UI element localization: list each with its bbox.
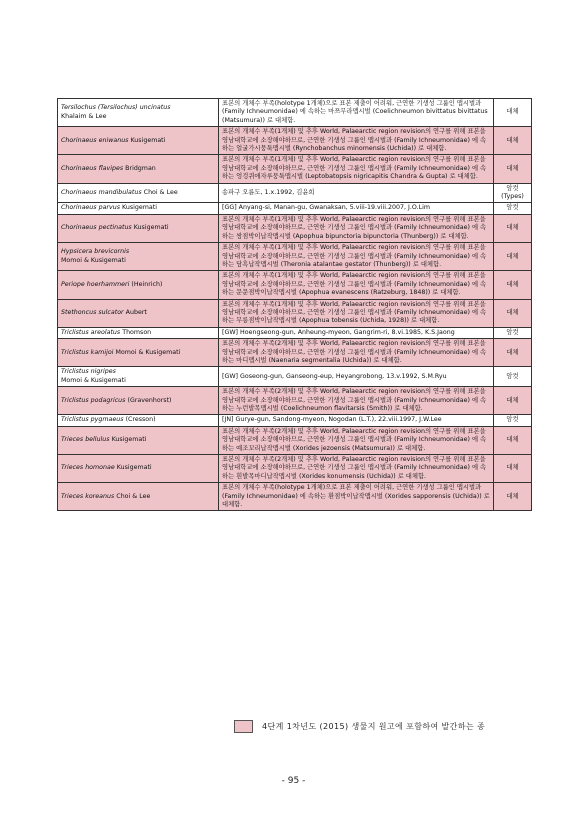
description-cell: [JN] Gurye-gun, Sandong-myeon, Nogodan (L.T.), 22.viii.1997, J.W.Lee [219, 415, 494, 426]
species-cell [58, 387, 219, 415]
description-cell: 표본의 개체수 부족(1개체) 및 추후 World, Palaearctic region revision의 연구를 위해 표본을 영남대학교에 소장해야하므로, 근연한 기생성 그룹인 맵시벌과 (Family Ichneumonidae) 에 속하는 쌍점박이납작맵시벌 (Apophua bipunctoria bipunctoria (Thunberg)) 로 대체함. [219, 214, 494, 242]
species-cell [58, 299, 219, 327]
remark-cell: 암컷 [494, 327, 532, 338]
remark-cell: 대체 [494, 339, 532, 367]
species-author: Kusigemati [122, 204, 157, 212]
legend [234, 719, 485, 734]
species-cell [58, 455, 219, 483]
species-name: Triclistus kamijoi [61, 348, 114, 356]
legend-text: 4단계 1차년도 (2015) 생물지 원고에 포함하여 발간하는 종 [262, 722, 486, 731]
table-row [58, 327, 532, 338]
species-author: Momoi & Kusigemati [61, 376, 126, 384]
description-cell: [GW] Goseong-gun, Ganseong-eup, Heyangrobong, 13.v.1992, S.M.Ryu [219, 367, 494, 387]
table-row [58, 415, 532, 426]
table-row [58, 483, 532, 511]
remark-cell: 대체 [494, 243, 532, 271]
species-author: Aubert [125, 308, 147, 316]
description-cell: 표본의 개체수 부족(holotype 1개체)으로 표본 제출이 어려워, 근연한 기생성 그룹인 맵시벌과 (Family Ichneumonidae) 에 속하는 환점박이납작맵시벌 (Xorides sapporensis (Uchida)) 로 대체함. [219, 483, 494, 511]
remark-cell: 대체 [494, 455, 532, 483]
species-cell [58, 271, 219, 299]
species-author: Choi & Lee [116, 492, 151, 500]
description-cell: 표본의 개체수 부족(1개체) 및 추후 World, Palaearctic region revision의 연구를 위해 표본을 영남대학교에 소장해야하므로, 근연한 기생성 그룹인 맵시벌과 (Family Ichneumonidae) 에 속하는 엉겅퀴애자루뭉툭맵시벌 (Leptobatopsis nigricapitis Chandra & Gupta) 로 대체함. [219, 155, 494, 183]
species-name: Chorinaeus parvus [61, 204, 121, 212]
remark-cell: 암컷 [494, 415, 532, 426]
species-author: Kusigemati [130, 136, 166, 144]
description-cell: 표본의 개체수 부족(2개체) 및 추후 World, Palaearctic region revision의 연구를 위해 표본을 영남대학교에 소장해야하므로, 근연한 기생성 그룹인 맵시벌과 (Family Ichneumonidae) 에 속하는 누런발목맵시벌 (Coelichneumon flavitarsis (Smith)) 로 대체함. [219, 387, 494, 415]
table-row [58, 299, 532, 327]
table-row [58, 339, 532, 367]
table-row [58, 155, 532, 183]
remark-cell: 대체 [494, 271, 532, 299]
species-author: (Heinrich) [131, 280, 163, 288]
species-name: Periope hoerhammeri [61, 280, 130, 288]
species-author: Choi & Lee [143, 188, 178, 196]
table-row [58, 127, 532, 155]
remark-cell: 암컷 [494, 367, 532, 387]
description-cell: 표본의 개체수 부족(1개체) 및 추후 World, Palaearctic region revision의 연구를 위해 표본을 영남대학교에 소장해야하므로, 근연한 기생성 그룹인 맵시벌과 (Family Ichneumonidae) 에 속하는 얼굴가시뭉툭맵시벌 (Rynchobanchus minomensis (Uchida)) 로 대체함. [219, 127, 494, 155]
species-name: Triclistus pygmaeus [61, 416, 124, 424]
species-name: Chorinaeus pectinatus [61, 224, 132, 232]
description-cell: [GW] Hoengseong-gun, Anheung-myeon, Gangrim-ri, 8.vi.1985, K.S.Jaong [219, 327, 494, 338]
species-name: Trieces bellulus [61, 436, 110, 444]
species-cell [58, 243, 219, 271]
remark-cell: 대체 [494, 387, 532, 415]
species-name: Trieces homonae [61, 464, 115, 472]
species-cell [58, 203, 219, 214]
species-author: Kusigemati [111, 436, 147, 444]
table-row [58, 183, 532, 203]
description-cell: 표본의 개체수 부족(holotype 1개체)으로 표본 제출이 어려워, 근연한 기생성 그룹인 맵시벌과 (Family Ichneumonidae) 에 속하는 마쯔무라맵시벌 (Coelichneumon bivittatus bivittatus (Matsumura)) 로 대체함. [219, 99, 494, 127]
table-row [58, 203, 532, 214]
species-cell [58, 99, 219, 127]
species-name: Hypsicera brevicornis [61, 248, 130, 256]
remark-cell: 대체 [494, 127, 532, 155]
description-cell: [GG] Anyang-si, Manan-gu, Gwanaksan, 5.viii-19.viii.2007, J.O.Lim [219, 203, 494, 214]
remark-cell: 대체 [494, 483, 532, 511]
table-row [58, 455, 532, 483]
description-cell: 표본의 개체수 부족(1개체) 및 추후 World, Palaearctic region revision의 연구를 위해 표본을 영남대학교에 소장해야하므로, 근연한 기생성 그룹인 맵시벌과 (Family Ichneumonidae) 에 속하는 문문점박이납작맵시벌 (Apophua evanescens (Ratzeburg, 1848)) 로 대체함. [219, 271, 494, 299]
legend-swatch [234, 720, 253, 733]
remark-cell: 대체 [494, 155, 532, 183]
species-cell [58, 155, 219, 183]
specimen-table-body [58, 99, 532, 511]
species-cell [58, 327, 219, 338]
table-row [58, 271, 532, 299]
remark-cell: 대체 [494, 299, 532, 327]
table-row [58, 426, 532, 454]
species-name: Triclistus podagricus [61, 396, 126, 404]
remark-cell: 대체 [494, 99, 532, 127]
species-author: (Cresson) [125, 416, 156, 424]
species-cell [58, 183, 219, 203]
remark-cell: 대체 [494, 426, 532, 454]
species-cell [58, 127, 219, 155]
species-name: Chorinaeus eniwanus [61, 136, 129, 144]
table-row [58, 243, 532, 271]
description-cell: 표본의 개체수 부족(2개체) 및 추후 World, Palaearctic region revision의 연구를 위해 표본을 영남대학교에 소장해야하므로, 근연한 기생성 그룹인 맵시벌과 (Family Ichneumonidae) 에 속하는 흰발목마디납작맵시벌 (Xorides konumensis (Uchida)) 로 대체함. [219, 455, 494, 483]
species-author: Kusigemati [133, 224, 169, 232]
species-cell [58, 415, 219, 426]
species-name: Tersilochus (Tersilochus) uncinatus [61, 104, 171, 112]
species-name: Chorinaeus flavipes [61, 164, 124, 172]
species-cell [58, 214, 219, 242]
description-cell: 표본의 개체수 부족(1개체) 및 추후 World, Palaearctic region revision의 연구를 위해 표본을 영남대학교에 소장해야하므로, 근연한 기생성 그룹인 맵시벌과 (Family Ichneumonidae) 에 속하는 담흑납작맵시벌 (Theronia atalantae gestator (Thunberg)) 로 대체함. [219, 243, 494, 271]
species-author: (Gravenhorst) [127, 396, 172, 404]
species-cell [58, 339, 219, 367]
remark-cell: 암컷 [494, 203, 532, 214]
page-number: - 95 - [281, 776, 306, 786]
species-author: Thomson [122, 328, 152, 336]
species-cell [58, 483, 219, 511]
species-name: Triclistus areolatus [61, 328, 121, 336]
specimen-table [57, 98, 532, 511]
remark-cell: 암컷 (Types) [494, 183, 532, 203]
species-author: Momoi & Kusigemati [115, 348, 181, 356]
species-name: Trieces koreanus [61, 492, 115, 500]
description-cell: 표본의 개체수 부족(2개체) 및 추후 World, Palaearctic region revision의 연구를 위해 표본을 영남대학교에 소장해야하므로, 근연한 기생성 그룹인 맵시벌과 (Family Ichneumonidae) 에 속하는 예조꼬리납작맵시벌 (Xorides jezoensis (Matsumura)) 로 대체함. [219, 426, 494, 454]
species-author: Momoi & Kusigemati [61, 256, 126, 264]
species-author: Bridgman [125, 164, 156, 172]
species-name: Triclistus nigripes [61, 368, 116, 376]
table-row [58, 214, 532, 242]
table-row [58, 99, 532, 127]
species-author: Khalaim & Lee [61, 112, 107, 120]
species-name: Stethoncus sulcator [61, 308, 124, 316]
table-row [58, 387, 532, 415]
description-cell: 표본의 개체수 부족(1개체) 및 추후 World, Palaearctic region revision의 연구를 위해 표본을 영남대학교에 소장해야하므로, 근연한 기생성 그룹인 맵시벌과 (Family Ichneumonidae) 에 속하는 무릉점박이납작맵시벌 (Apophua tobensis (Uchida, 1928)) 로 대체함. [219, 299, 494, 327]
species-author: Kusigemati [116, 464, 152, 472]
description-cell: 송파구 오륜도, 1.x.1992, 김윤희 [219, 183, 494, 203]
remark-cell: 대체 [494, 214, 532, 242]
species-cell [58, 367, 219, 387]
description-cell: 표본의 개체수 부족(2개체) 및 추후 World, Palaearctic region revision의 연구를 위해 표본을 영남대학교에 소장해야하므로, 근연한 기생성 그룹인 맵시벌과 (Family Ichneumonidae) 에 속하는 마디맵시벌 (Naenaria segmentalia (Uchida)) 로 대체함. [219, 339, 494, 367]
table-row [58, 367, 532, 387]
species-cell [58, 426, 219, 454]
species-name: Chorinaeus mandibulatus [61, 188, 142, 196]
